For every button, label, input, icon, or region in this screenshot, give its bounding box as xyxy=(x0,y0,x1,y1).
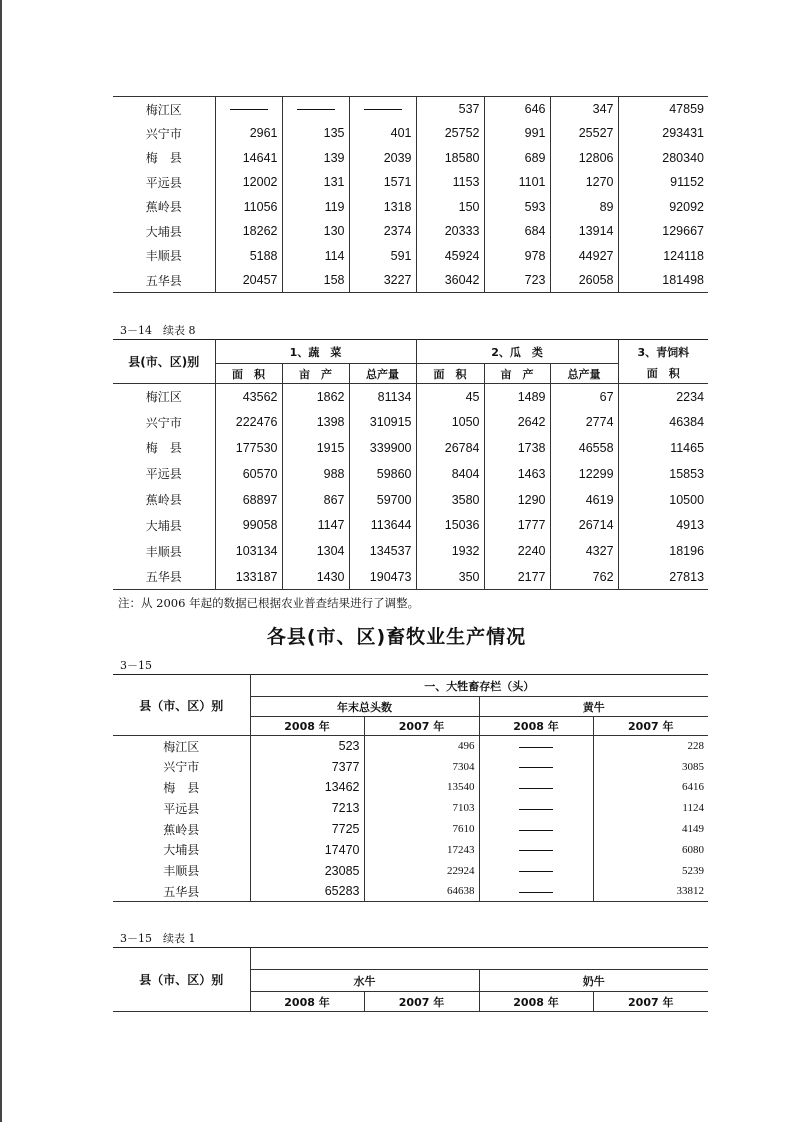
value-cell: 1463 xyxy=(484,461,550,487)
value-cell: 988 xyxy=(282,461,349,487)
sub-header-dairy-cattle: 奶牛 xyxy=(479,970,708,992)
value-cell: 1124 xyxy=(593,798,708,819)
value-cell xyxy=(479,839,593,860)
value-cell: 10500 xyxy=(618,487,708,513)
value-cell: 131 xyxy=(282,170,349,195)
value-cell: 33812 xyxy=(593,881,708,902)
value-cell: 723 xyxy=(484,268,550,293)
value-cell: 103134 xyxy=(215,538,282,564)
value-cell: 12002 xyxy=(215,170,282,195)
value-cell: 684 xyxy=(484,219,550,244)
county-cell: 蕉岭县 xyxy=(145,493,182,508)
value-cell: 15853 xyxy=(618,461,708,487)
year-header-2007: 2007 年 xyxy=(593,992,708,1012)
county-cell: 梅江区 xyxy=(145,102,182,117)
county-cell: 平远县 xyxy=(163,801,200,816)
value-cell: 44927 xyxy=(550,244,618,269)
value-cell: 2374 xyxy=(349,219,416,244)
value-cell: 339900 xyxy=(349,435,416,461)
year-header-2008: 2008 年 xyxy=(479,717,593,736)
value-cell: 47859 xyxy=(618,97,708,122)
value-cell: 7213 xyxy=(250,798,364,819)
value-cell: 2039 xyxy=(349,146,416,171)
value-cell: 2177 xyxy=(484,564,550,590)
value-cell: 60570 xyxy=(215,461,282,487)
value-cell: 45 xyxy=(416,384,484,410)
dash-mark xyxy=(519,850,553,851)
value-cell xyxy=(479,881,593,902)
value-cell: 7725 xyxy=(250,819,364,840)
value-cell: 1430 xyxy=(282,564,349,590)
value-cell xyxy=(349,97,416,122)
year-header-2008: 2008 年 xyxy=(250,992,364,1012)
value-cell: 1050 xyxy=(416,409,484,435)
value-cell: 23085 xyxy=(250,860,364,881)
table-row xyxy=(113,839,708,860)
value-cell xyxy=(479,777,593,798)
value-cell: 4913 xyxy=(618,512,708,538)
dash-mark xyxy=(230,109,268,110)
group-header-melons: 2、瓜 类 xyxy=(416,340,618,364)
value-cell: 91152 xyxy=(618,170,708,195)
value-cell: 59700 xyxy=(349,487,416,513)
value-cell: 2961 xyxy=(215,121,282,146)
value-cell: 5239 xyxy=(593,860,708,881)
dash-mark xyxy=(519,747,553,748)
county-cell: 大埔县 xyxy=(163,843,200,858)
value-cell: 25527 xyxy=(550,121,618,146)
year-header-2008: 2008 年 xyxy=(479,992,593,1012)
table-row xyxy=(113,384,708,410)
year-header-2007: 2007 年 xyxy=(364,992,479,1012)
value-cell: 18196 xyxy=(618,538,708,564)
value-cell: 14641 xyxy=(215,146,282,171)
value-cell: 1270 xyxy=(550,170,618,195)
value-cell xyxy=(215,97,282,122)
table-row xyxy=(113,219,708,244)
value-cell: 523 xyxy=(250,736,364,757)
value-cell: 15036 xyxy=(416,512,484,538)
value-cell: 135 xyxy=(282,121,349,146)
table-4-caption: 3－15 续表 1 xyxy=(120,932,196,945)
value-cell: 1738 xyxy=(484,435,550,461)
table-row xyxy=(113,268,708,293)
value-cell: 67 xyxy=(550,384,618,410)
value-cell: 537 xyxy=(416,97,484,122)
value-cell: 18580 xyxy=(416,146,484,171)
value-cell: 27813 xyxy=(618,564,708,590)
value-cell: 401 xyxy=(349,121,416,146)
value-cell: 2240 xyxy=(484,538,550,564)
county-cell: 梅江区 xyxy=(145,390,182,405)
county-header: 县（市、区）别 xyxy=(113,675,250,736)
table-1 xyxy=(113,96,708,293)
value-cell: 46558 xyxy=(550,435,618,461)
table-row xyxy=(113,756,708,777)
table-row xyxy=(113,409,708,435)
value-cell: 81134 xyxy=(349,384,416,410)
dash-mark xyxy=(519,892,553,893)
value-cell: 119 xyxy=(282,195,349,220)
value-cell: 4149 xyxy=(593,819,708,840)
value-cell: 13914 xyxy=(550,219,618,244)
value-cell: 1147 xyxy=(282,512,349,538)
value-cell: 1489 xyxy=(484,384,550,410)
table-row xyxy=(113,512,708,538)
value-cell: 3227 xyxy=(349,268,416,293)
value-cell: 190473 xyxy=(349,564,416,590)
value-cell: 1153 xyxy=(416,170,484,195)
value-cell xyxy=(479,736,593,757)
sub-header-total-head: 年末总头数 xyxy=(250,697,479,717)
value-cell: 134537 xyxy=(349,538,416,564)
county-cell: 丰顺县 xyxy=(145,249,182,264)
table-row xyxy=(113,860,708,881)
value-cell: 2234 xyxy=(618,384,708,410)
table-2-caption: 3－14 续表 8 xyxy=(120,324,196,337)
value-cell: 310915 xyxy=(349,409,416,435)
county-cell: 五华县 xyxy=(163,884,200,899)
value-cell: 64638 xyxy=(364,881,479,902)
county-cell: 丰顺县 xyxy=(145,544,182,559)
county-cell: 大埔县 xyxy=(145,518,182,533)
county-header: 县(市、区)别 xyxy=(113,340,215,384)
value-cell: 978 xyxy=(484,244,550,269)
value-cell: 26714 xyxy=(550,512,618,538)
value-cell: 6416 xyxy=(593,777,708,798)
value-cell: 99058 xyxy=(215,512,282,538)
county-cell: 五华县 xyxy=(145,570,182,585)
table-row xyxy=(113,121,708,146)
table-row xyxy=(113,244,708,269)
dash-mark xyxy=(519,767,553,768)
county-cell: 大埔县 xyxy=(145,224,182,239)
value-cell: 46384 xyxy=(618,409,708,435)
value-cell xyxy=(479,819,593,840)
county-cell: 梅 县 xyxy=(145,151,182,166)
value-cell: 114 xyxy=(282,244,349,269)
value-cell: 3580 xyxy=(416,487,484,513)
value-cell: 158 xyxy=(282,268,349,293)
value-cell: 8404 xyxy=(416,461,484,487)
table-row xyxy=(113,195,708,220)
value-cell: 350 xyxy=(416,564,484,590)
value-cell: 1290 xyxy=(484,487,550,513)
year-header-2008: 2008 年 xyxy=(250,717,364,736)
value-cell: 7103 xyxy=(364,798,479,819)
value-cell xyxy=(479,798,593,819)
dash-mark xyxy=(519,830,553,831)
county-cell: 兴宁市 xyxy=(163,760,200,775)
value-cell: 18262 xyxy=(215,219,282,244)
value-cell: 1318 xyxy=(349,195,416,220)
sub-header-yield: 亩 产 xyxy=(282,364,349,384)
value-cell xyxy=(282,97,349,122)
value-cell: 113644 xyxy=(349,512,416,538)
dash-mark xyxy=(297,109,335,110)
dash-mark xyxy=(519,809,553,810)
value-cell: 65283 xyxy=(250,881,364,902)
value-cell: 68897 xyxy=(215,487,282,513)
value-cell: 7377 xyxy=(250,756,364,777)
table-row xyxy=(113,798,708,819)
table-row xyxy=(113,564,708,590)
county-cell: 平远县 xyxy=(145,175,182,190)
sub-header-water-buffalo: 水牛 xyxy=(250,970,479,992)
value-cell: 59860 xyxy=(349,461,416,487)
sub-header-yield: 亩 产 xyxy=(484,364,550,384)
value-cell: 11056 xyxy=(215,195,282,220)
value-cell: 7610 xyxy=(364,819,479,840)
value-cell: 45924 xyxy=(416,244,484,269)
value-cell: 496 xyxy=(364,736,479,757)
value-cell: 689 xyxy=(484,146,550,171)
dash-mark xyxy=(364,109,402,110)
value-cell: 22924 xyxy=(364,860,479,881)
page-left-rule xyxy=(0,0,2,1122)
table-2-note: 注：从 2006 年起的数据已根据农业普查结果进行了调整。 xyxy=(118,596,420,610)
year-header-2007: 2007 年 xyxy=(364,717,479,736)
value-cell: 280340 xyxy=(618,146,708,171)
value-cell: 12806 xyxy=(550,146,618,171)
value-cell: 25752 xyxy=(416,121,484,146)
value-cell: 20457 xyxy=(215,268,282,293)
table-row xyxy=(113,461,708,487)
value-cell: 36042 xyxy=(416,268,484,293)
table-3 xyxy=(113,674,708,902)
value-cell: 867 xyxy=(282,487,349,513)
value-cell: 150 xyxy=(416,195,484,220)
county-cell: 梅 县 xyxy=(145,441,182,456)
value-cell: 1571 xyxy=(349,170,416,195)
value-cell: 5188 xyxy=(215,244,282,269)
sub-header-area: 面 积 xyxy=(215,364,282,384)
table-row xyxy=(113,881,708,902)
value-cell xyxy=(479,860,593,881)
value-cell: 1304 xyxy=(282,538,349,564)
section-title: 各县(市、区)畜牧业生产情况 xyxy=(266,626,527,648)
sub-header-area: 面 积 xyxy=(618,364,708,384)
table-row xyxy=(113,146,708,171)
county-cell: 兴宁市 xyxy=(145,126,182,141)
sub-header-yellow-cattle: 黄牛 xyxy=(479,697,708,717)
value-cell: 11465 xyxy=(618,435,708,461)
dash-mark xyxy=(519,788,553,789)
value-cell: 1777 xyxy=(484,512,550,538)
value-cell: 2642 xyxy=(484,409,550,435)
county-cell: 梅 县 xyxy=(163,780,200,795)
value-cell: 13462 xyxy=(250,777,364,798)
value-cell: 17470 xyxy=(250,839,364,860)
county-cell: 蕉岭县 xyxy=(145,200,182,215)
table-row xyxy=(113,97,708,122)
value-cell: 13540 xyxy=(364,777,479,798)
county-header: 县（市、区）别 xyxy=(139,973,224,987)
table-row xyxy=(113,736,708,757)
value-cell: 4327 xyxy=(550,538,618,564)
value-cell: 762 xyxy=(550,564,618,590)
value-cell: 1932 xyxy=(416,538,484,564)
value-cell: 222476 xyxy=(215,409,282,435)
value-cell: 181498 xyxy=(618,268,708,293)
value-cell: 4619 xyxy=(550,487,618,513)
value-cell: 646 xyxy=(484,97,550,122)
sub-header-area: 面 积 xyxy=(416,364,484,384)
table-3-caption: 3－15 xyxy=(120,659,152,672)
value-cell: 130 xyxy=(282,219,349,244)
group-header-green-fodder: 3、青饲料 xyxy=(618,340,708,364)
value-cell: 17243 xyxy=(364,839,479,860)
value-cell: 133187 xyxy=(215,564,282,590)
value-cell: 129667 xyxy=(618,219,708,244)
value-cell: 1915 xyxy=(282,435,349,461)
table-4 xyxy=(113,947,708,1012)
value-cell: 89 xyxy=(550,195,618,220)
table-row xyxy=(113,819,708,840)
county-cell: 平远县 xyxy=(145,467,182,482)
group-header-empty xyxy=(250,948,708,970)
sub-header-total: 总产量 xyxy=(550,364,618,384)
value-cell: 26784 xyxy=(416,435,484,461)
county-cell: 五华县 xyxy=(145,273,182,288)
value-cell: 347 xyxy=(550,97,618,122)
value-cell: 591 xyxy=(349,244,416,269)
group-header-livestock: 一、大牲畜存栏（头） xyxy=(250,675,708,697)
table-2 xyxy=(113,339,708,590)
table-row xyxy=(113,170,708,195)
value-cell: 2774 xyxy=(550,409,618,435)
table-row xyxy=(113,487,708,513)
value-cell: 3085 xyxy=(593,756,708,777)
year-header-2007: 2007 年 xyxy=(593,717,708,736)
table-row xyxy=(113,435,708,461)
county-cell: 蕉岭县 xyxy=(163,822,200,837)
value-cell: 124118 xyxy=(618,244,708,269)
value-cell: 991 xyxy=(484,121,550,146)
table-row xyxy=(113,777,708,798)
county-cell: 兴宁市 xyxy=(145,415,182,430)
value-cell: 177530 xyxy=(215,435,282,461)
value-cell: 12299 xyxy=(550,461,618,487)
value-cell xyxy=(479,756,593,777)
value-cell: 1398 xyxy=(282,409,349,435)
value-cell: 20333 xyxy=(416,219,484,244)
county-cell: 梅江区 xyxy=(163,739,200,754)
value-cell: 1101 xyxy=(484,170,550,195)
value-cell: 43562 xyxy=(215,384,282,410)
table-row xyxy=(113,538,708,564)
value-cell: 26058 xyxy=(550,268,618,293)
value-cell: 139 xyxy=(282,146,349,171)
dash-mark xyxy=(519,871,553,872)
group-header-vegetables: 1、蔬 菜 xyxy=(215,340,416,364)
value-cell: 92092 xyxy=(618,195,708,220)
value-cell: 293431 xyxy=(618,121,708,146)
value-cell: 1862 xyxy=(282,384,349,410)
sub-header-total: 总产量 xyxy=(349,364,416,384)
value-cell: 7304 xyxy=(364,756,479,777)
county-cell: 丰顺县 xyxy=(163,864,200,879)
value-cell: 228 xyxy=(593,736,708,757)
value-cell: 6080 xyxy=(593,839,708,860)
value-cell: 593 xyxy=(484,195,550,220)
